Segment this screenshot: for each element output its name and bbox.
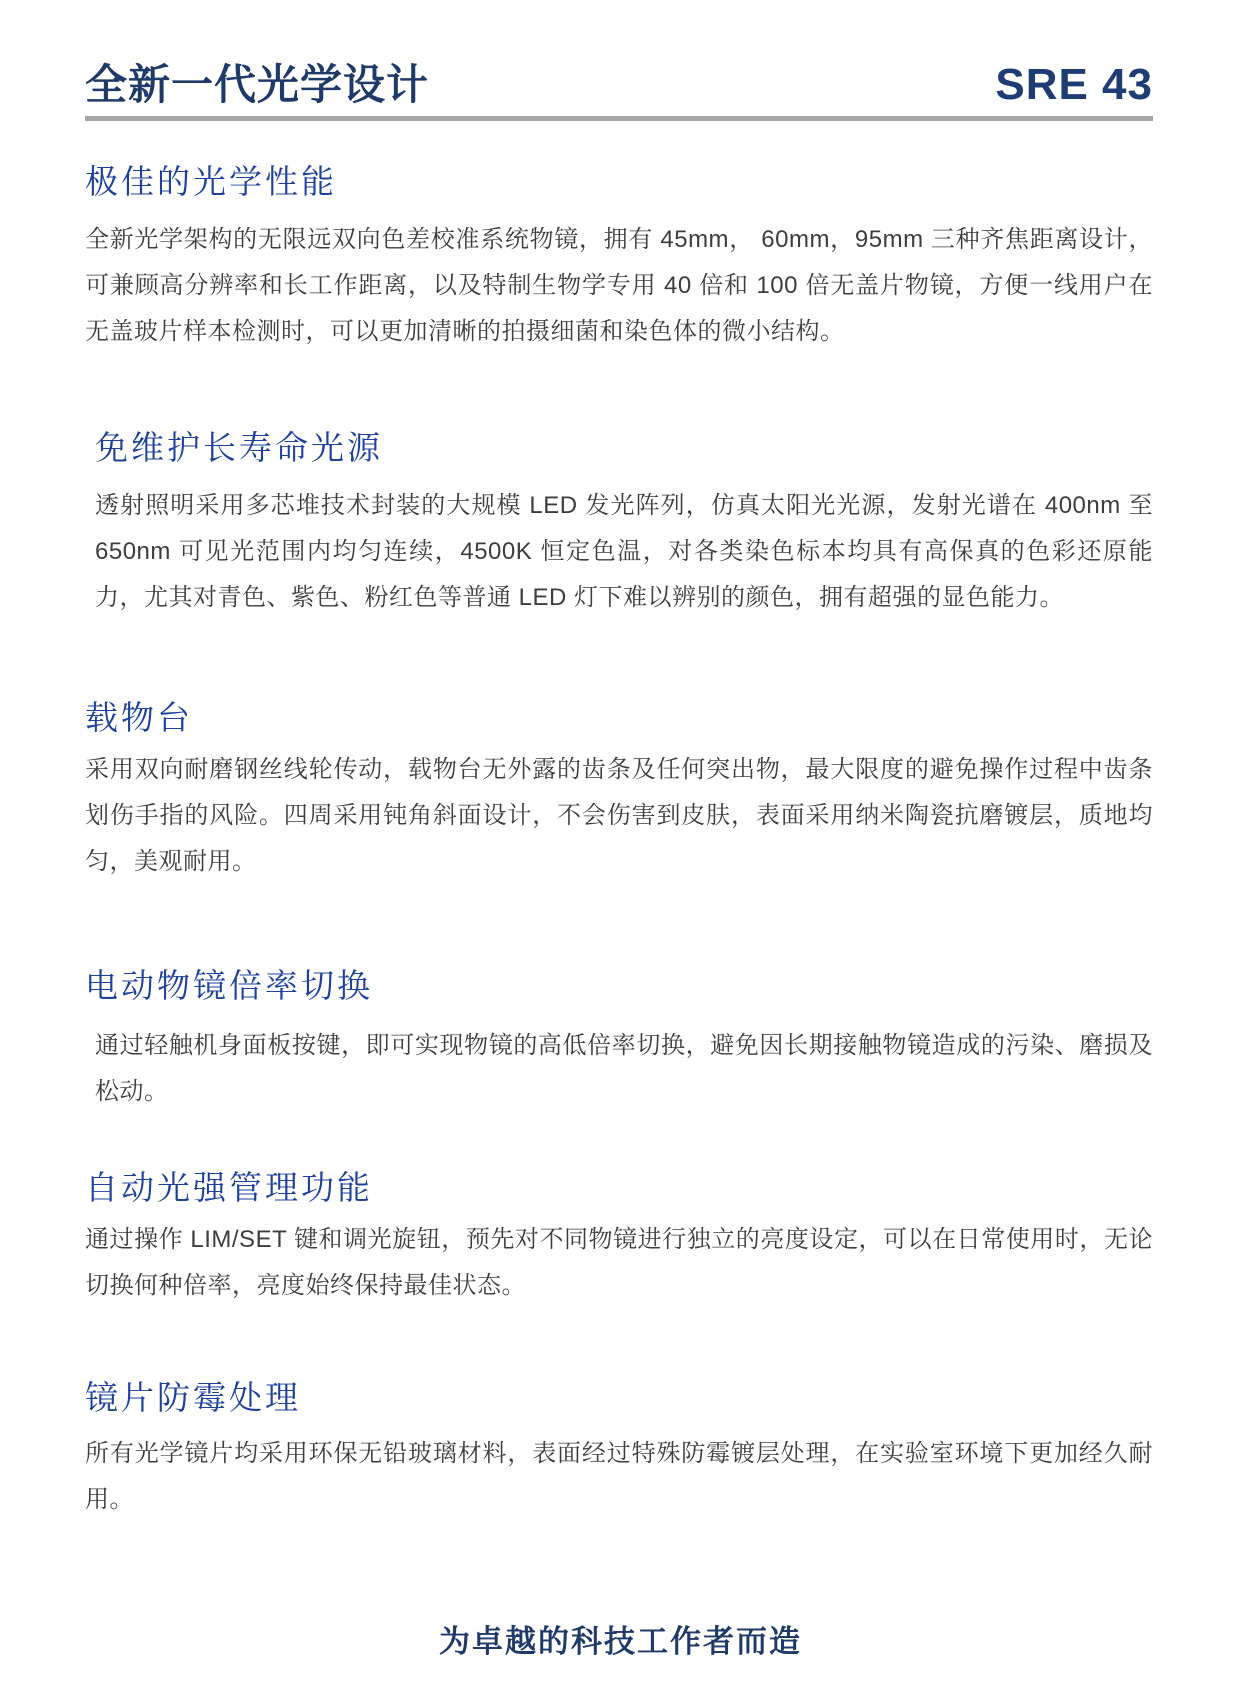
section-optical-performance: [85, 163, 1153, 355]
section-body: 所有光学镜片均采用环保无铅玻璃材料，表面经过特殊防霉镀层处理，在实验室环境下更加经久耐用。: [85, 1439, 1153, 1513]
page-header: [85, 62, 1153, 121]
section-heading: 免维护长寿命光源: [95, 429, 383, 467]
footer-slogan: 为卓越的科技工作者而造: [439, 1624, 802, 1659]
section-body: 采用双向耐磨钢丝线轮传动，载物台无外露的齿条及任何突出物，最大限度的避免操作过程中齿条划伤手指的风险。四周采用钝角斜面设计，不会伤害到皮肤，表面采用纳米陶瓷抗磨镀层，质地均匀，美观耐用。: [85, 756, 1153, 876]
section-body: 通过轻触机身面板按键，即可实现物镜的高低倍率切换，避免因长期接触物镜造成的污染、磨损及松动。: [95, 1032, 1153, 1106]
section-heading: 极佳的光学性能: [85, 163, 337, 201]
section-auto-light-management: [85, 1169, 1153, 1309]
page-footer: [0, 1616, 1241, 1661]
section-anti-mold-coating: [85, 1379, 1153, 1523]
section-body: 通过操作 LIM/SET 键和调光旋钮，预先对不同物镜进行独立的亮度设定，可以在日常使用时，无论切换何种倍率，亮度始终保持最佳状态。: [85, 1226, 1153, 1300]
product-model-label: SRE 43: [995, 60, 1153, 110]
section-body: 透射照明采用多芯堆技术封装的大规模 LED 发光阵列，仿真太阳光光源，发射光谱在 400nm 至 650nm 可见光范围内均匀连续，4500K 恒定色温，对各类染色标本均具有高保真的色彩还原能力，尤其对青色、紫色、粉红色等普通 LED 灯下难以辨别的颜色，拥有超强的显色能力。: [95, 492, 1153, 612]
section-motorized-objective-switch: [85, 967, 1153, 1115]
section-heading: 载物台: [85, 699, 193, 737]
section-body: 全新光学架构的无限远双向色差校准系统物镜，拥有 45mm， 60mm，95mm 三种齐焦距离设计，可兼顾高分辨率和长工作距离，以及特制生物学专用 40 倍和 100 倍无盖片物镜，方便一线用户在无盖玻片样本检测时，可以更加清晰的拍摄细菌和染色体的微小结构。: [85, 226, 1153, 346]
section-stage: [85, 699, 1153, 885]
page-title: 全新一代光学设计: [85, 61, 430, 108]
section-light-source: [85, 429, 1153, 621]
section-heading: 电动物镜倍率切换: [85, 967, 373, 1005]
section-heading: 镜片防霉处理: [85, 1379, 301, 1417]
section-heading: 自动光强管理功能: [85, 1169, 373, 1207]
